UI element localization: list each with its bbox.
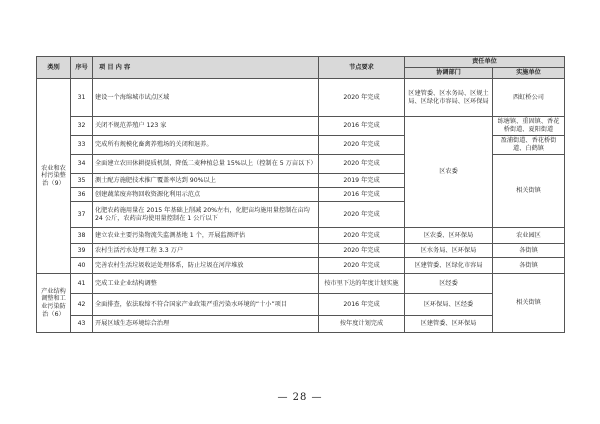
row-seq: 40 xyxy=(71,258,93,274)
row-project: 完善农村生活垃圾收运处理体系，防止垃圾在河岸堆放 xyxy=(93,258,319,274)
row-project: 完成工业企业结构调整 xyxy=(93,274,319,294)
row-impl: 盈浦街道、香花桥街道、白鹤镇 xyxy=(493,136,565,155)
row-coord: 区水务局、区环保局 xyxy=(405,244,493,258)
responsibility-table-wrapper xyxy=(36,56,564,333)
row-project: 开展区域生态环境综合治理 xyxy=(93,316,319,333)
row-seq: 43 xyxy=(71,316,93,333)
row-seq: 37 xyxy=(71,202,93,228)
table-row xyxy=(37,258,565,274)
row-impl: 西虹桥公司 xyxy=(493,79,565,117)
row-project: 完成所有规模化畜禽养殖场的关闭和退养。 xyxy=(93,136,319,155)
row-coord: 区经委 xyxy=(405,274,493,294)
row-node: 2016 年完成 xyxy=(319,117,405,136)
responsibility-table xyxy=(36,56,565,333)
row-seq: 36 xyxy=(71,188,93,202)
row-node: 2016 年完成 xyxy=(319,294,405,316)
row-coord: 区建管委、区环保局 xyxy=(405,316,493,333)
row-seq: 39 xyxy=(71,244,93,258)
row-node: 2020 年完成 xyxy=(319,228,405,244)
header-implementing-unit: 实施单位 xyxy=(493,68,565,79)
row-impl: 农业园区 xyxy=(493,228,565,244)
header-responsible-unit: 责任单位 xyxy=(405,57,565,68)
row-project: 关闭不规范养殖户 123 家 xyxy=(93,117,319,136)
row-node: 2020 年完成 xyxy=(319,136,405,155)
row-project: 农村生活污水处理工程 3.3 万户 xyxy=(93,244,319,258)
coord-merged-agri-committee: 区农委 xyxy=(405,117,493,228)
header-seq: 序号 xyxy=(71,57,93,79)
row-coord: 区环保局、区经委 xyxy=(405,294,493,316)
header-coordinating-dept: 协调部门 xyxy=(405,68,493,79)
row-node: 2016 年完成 xyxy=(319,188,405,202)
impl-merged-related-towns: 相关街镇 xyxy=(493,155,565,228)
row-node: 2020 年完成 xyxy=(319,79,405,117)
category-agriculture: 农业和农村污染整治（9） xyxy=(37,79,71,274)
row-project: 全面排查，依法取缔不符合国家产业政策严重污染水环境的“十小”项目 xyxy=(93,294,319,316)
row-node: 按年度计划完成 xyxy=(319,316,405,333)
table-row xyxy=(37,228,565,244)
table-row xyxy=(37,244,565,258)
row-seq: 33 xyxy=(71,136,93,155)
row-node: 2020 年完成 xyxy=(319,202,405,228)
header-node: 节点要求 xyxy=(319,57,405,79)
row-project: 建立农业主要污染物流失监测基地 1 个，开展监测评估 xyxy=(93,228,319,244)
table-row xyxy=(37,79,565,117)
row-project: 化肥农药施用量在 2015 年基础上削减 20%左右，化肥亩均施用量控制在亩均 24 公斤，农药亩均使用量控制在 1 公斤以下 xyxy=(93,202,319,228)
row-project: 全面建立农田休耕提质机制，降低二麦种植总量 15%以上（控制在 5 万亩以下） xyxy=(93,155,319,174)
row-coord: 区建管委、区水务局、区规土局、区绿化市容局、区环保局 xyxy=(405,79,493,117)
row-node: 2020 年完成 xyxy=(319,155,405,174)
row-seq: 41 xyxy=(71,274,93,294)
row-project: 测土配方施肥技术推广覆盖率达到 90%以上 xyxy=(93,174,319,188)
row-node: 按市里下达的年度计划实施 xyxy=(319,274,405,294)
header-category: 类别 xyxy=(37,57,71,79)
row-seq: 32 xyxy=(71,117,93,136)
table-row xyxy=(37,274,565,294)
row-project: 建设一个海绵城市试点区域 xyxy=(93,79,319,117)
row-seq: 38 xyxy=(71,228,93,244)
row-impl: 各街镇 xyxy=(493,244,565,258)
row-project: 创建蔬菜废弃物回收资源化利用示范点 xyxy=(93,188,319,202)
row-node: 2019 年完成 xyxy=(319,174,405,188)
table-row xyxy=(37,294,565,316)
page-number: — 28 — xyxy=(277,392,323,403)
table-row xyxy=(37,316,565,333)
row-seq: 31 xyxy=(71,79,93,117)
row-seq: 42 xyxy=(71,294,93,316)
row-impl: 各街镇 xyxy=(493,258,565,274)
row-seq: 34 xyxy=(71,155,93,174)
row-node: 2020 年完成 xyxy=(319,244,405,258)
impl-merged-related-towns-industry: 相关街镇 xyxy=(493,274,565,333)
row-coord: 区农委、区环保局 xyxy=(405,228,493,244)
row-impl: 练塘镇、重固镇、香花桥街道、夏阳街道 xyxy=(493,117,565,136)
header-project: 项 目 内 容 xyxy=(93,57,319,79)
row-seq: 35 xyxy=(71,174,93,188)
table-row xyxy=(37,117,565,136)
category-industry: 产业结构调整和工业污染防治（6） xyxy=(37,274,71,333)
row-coord: 区建管委、区绿化市容局 xyxy=(405,258,493,274)
row-node: 2020 年完成 xyxy=(319,258,405,274)
